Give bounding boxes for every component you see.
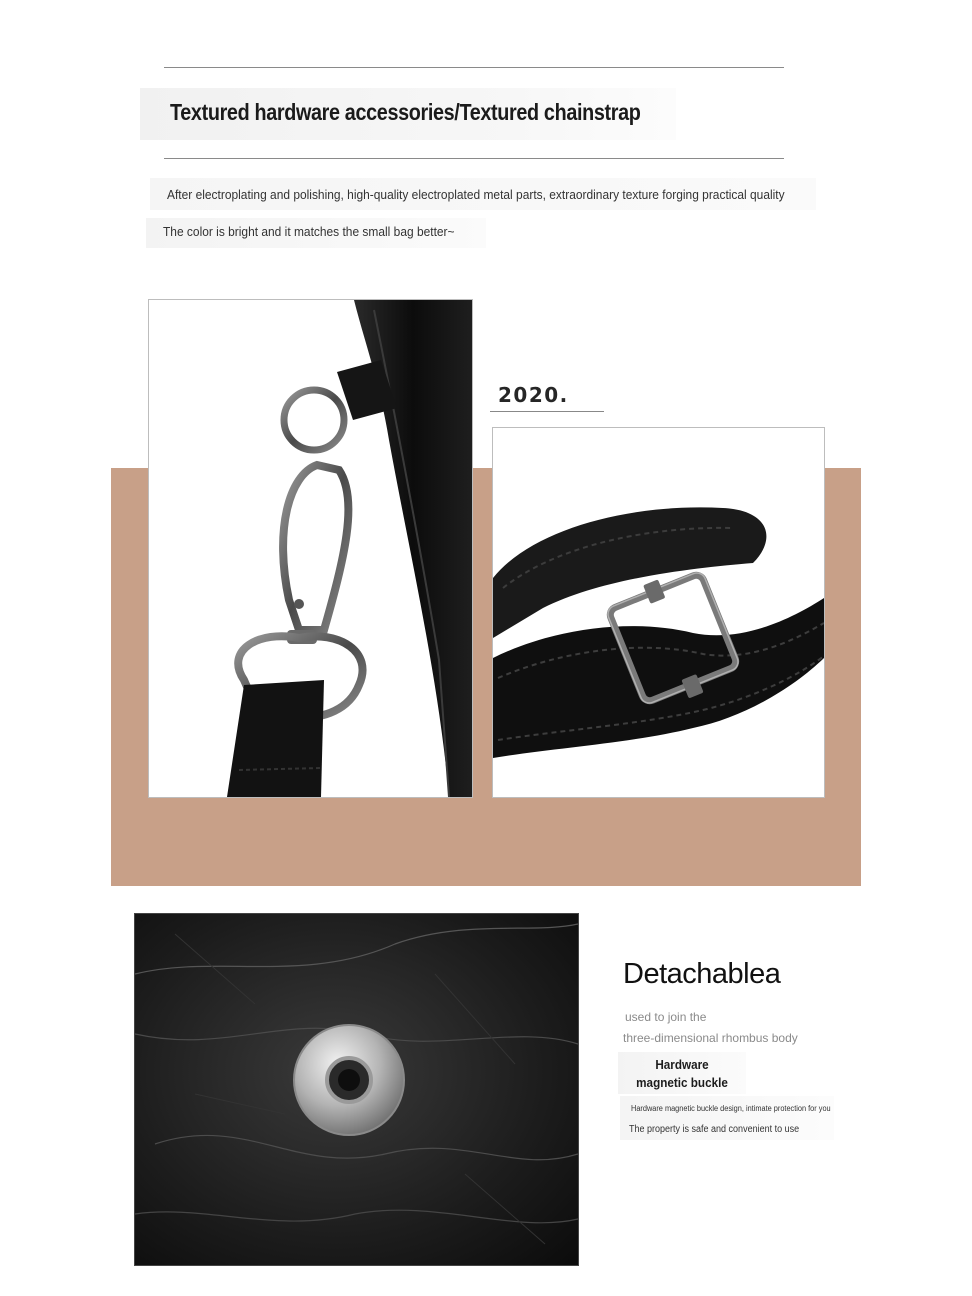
year-underline [490, 411, 604, 412]
section-title: Textured hardware accessories/Textured chainstrap [170, 99, 641, 125]
feature-line-2: The property is safe and convenient to use [629, 1124, 800, 1135]
subtitle-line-1: After electroplating and polishing, high-quality electroplated metal parts, extraordinary texture forging practical quality [167, 187, 785, 202]
clasp-hook-illustration [149, 300, 472, 797]
title-divider [164, 158, 784, 159]
feature-line-1: Hardware magnetic buckle design, intimate protection for you [631, 1104, 831, 1113]
feature-title: Hardware magnetic buckle [636, 1057, 728, 1090]
description-line-1: used to join the [625, 1010, 707, 1024]
magnetic-buckle-photo [134, 913, 579, 1266]
detachable-heading: Detachablea [623, 958, 781, 990]
strap-buckle-illustration [493, 428, 824, 797]
subtitle-line-2: The color is bright and it matches the small bag better~ [163, 224, 455, 239]
magnetic-buckle-illustration [135, 914, 578, 1265]
top-divider [164, 67, 784, 68]
strap-buckle-photo [492, 427, 825, 798]
clasp-hook-photo [148, 299, 473, 798]
description-line-2: three-dimensional rhombus body [623, 1031, 798, 1045]
year-label: 2020. [498, 383, 569, 407]
